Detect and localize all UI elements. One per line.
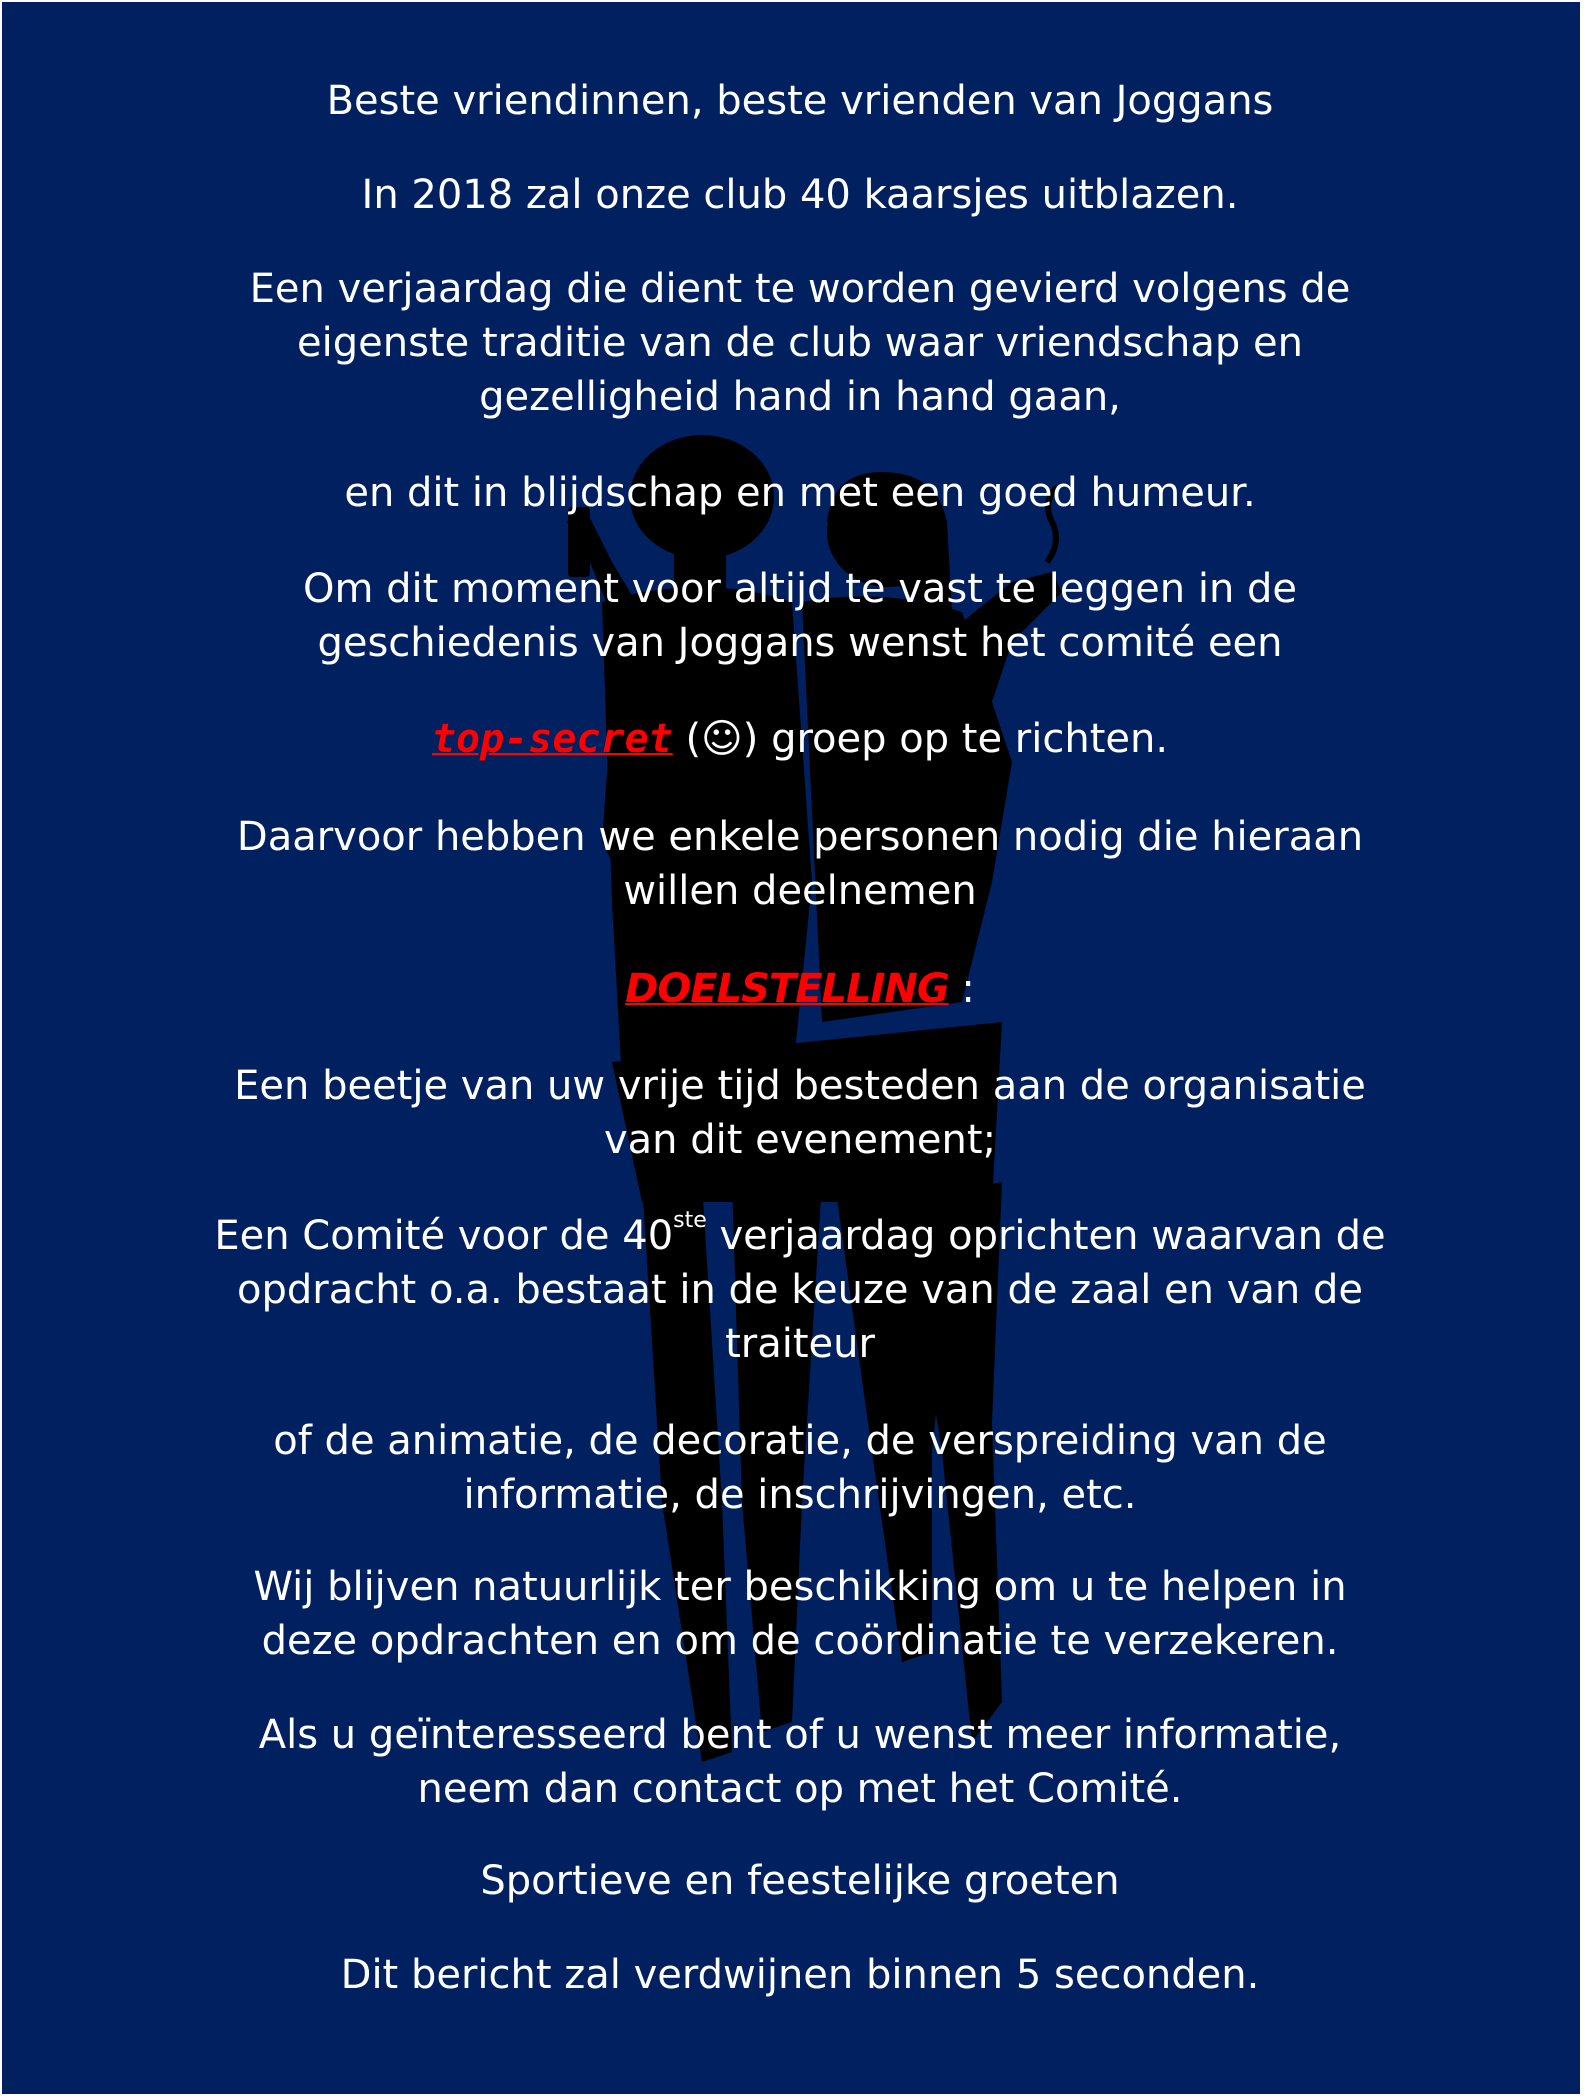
anniversary-line: In 2018 zal onze club 40 kaarsjes uitblazen. xyxy=(361,172,1239,218)
support-paragraph xyxy=(2,1560,1580,1668)
goal-heading xyxy=(2,962,1580,1016)
tasks-paragraph xyxy=(2,1414,1580,1522)
celebration-paragraph xyxy=(2,262,1580,424)
need-line-2: willen deelnemen xyxy=(623,868,977,914)
mood-line: en dit in blijdschap en met een goed humeur. xyxy=(344,470,1256,516)
self-destruct-line: Dit bericht zal verdwijnen binnen 5 seconden. xyxy=(340,1952,1260,1998)
tasks-line-1: of de animatie, de decoratie, de verspreiding van de xyxy=(273,1418,1327,1464)
moment-line-1: Om dit moment voor altijd te vast te leggen in de xyxy=(302,566,1298,612)
time-paragraph xyxy=(2,1059,1580,1167)
goal-heading-text: DOELSTELLING xyxy=(625,966,949,1012)
celebration-line-1: Een verjaardag die dient te worden gevierd volgens de xyxy=(249,266,1351,312)
moment-paragraph xyxy=(2,562,1580,670)
committee-line-1-start: Een Comité voor de 40 xyxy=(214,1213,674,1259)
top-secret-line xyxy=(2,712,1580,766)
contact-line-2: neem dan contact op met het Comité. xyxy=(417,1766,1183,1812)
goal-heading-colon: : xyxy=(948,966,975,1012)
contact-paragraph xyxy=(2,1708,1580,1816)
need-paragraph xyxy=(2,810,1580,918)
committee-line-2: opdracht o.a. bestaat in de keuze van de zaal en van de xyxy=(237,1267,1363,1313)
committee-line-3: traiteur xyxy=(725,1321,875,1367)
celebration-line-2: eigenste traditie van de club waar vriendschap en xyxy=(297,320,1303,366)
time-line-1: Een beetje van uw vrije tijd besteden aan de organisatie xyxy=(234,1063,1366,1109)
committee-paragraph xyxy=(2,1209,1580,1371)
committee-line-1-end: verjaardag oprichten waarvan de xyxy=(706,1213,1386,1259)
need-line-1: Daarvoor hebben we enkele personen nodig die hieraan xyxy=(236,814,1364,860)
top-secret-rest: groep op te richten. xyxy=(771,716,1169,762)
ordinal-suffix: ste xyxy=(673,1207,707,1233)
support-line-2: deze opdrachten en om de coördinatie te verzekeren. xyxy=(261,1618,1339,1664)
closing-line: Sportieve en feestelijke groeten xyxy=(480,1858,1120,1904)
celebration-line-3: gezelligheid hand in hand gaan, xyxy=(479,374,1121,420)
greeting: Beste vriendinnen, beste vrienden van Joggans xyxy=(326,78,1274,124)
support-line-1: Wij blijven natuurlijk ter beschikking om u te helpen in xyxy=(253,1564,1347,1610)
tasks-line-2: informatie, de inschrijvingen, etc. xyxy=(463,1472,1137,1518)
letter-page xyxy=(2,2,1580,2094)
smiley: (☺) xyxy=(672,716,772,762)
moment-line-2: geschiedenis van Joggans wenst het comité een xyxy=(317,620,1283,666)
time-line-2: van dit evenement; xyxy=(603,1117,997,1163)
top-secret-highlight: top-secret xyxy=(431,716,673,762)
contact-line-1: Als u geïnteresseerd bent of u wenst meer informatie, xyxy=(258,1712,1342,1758)
